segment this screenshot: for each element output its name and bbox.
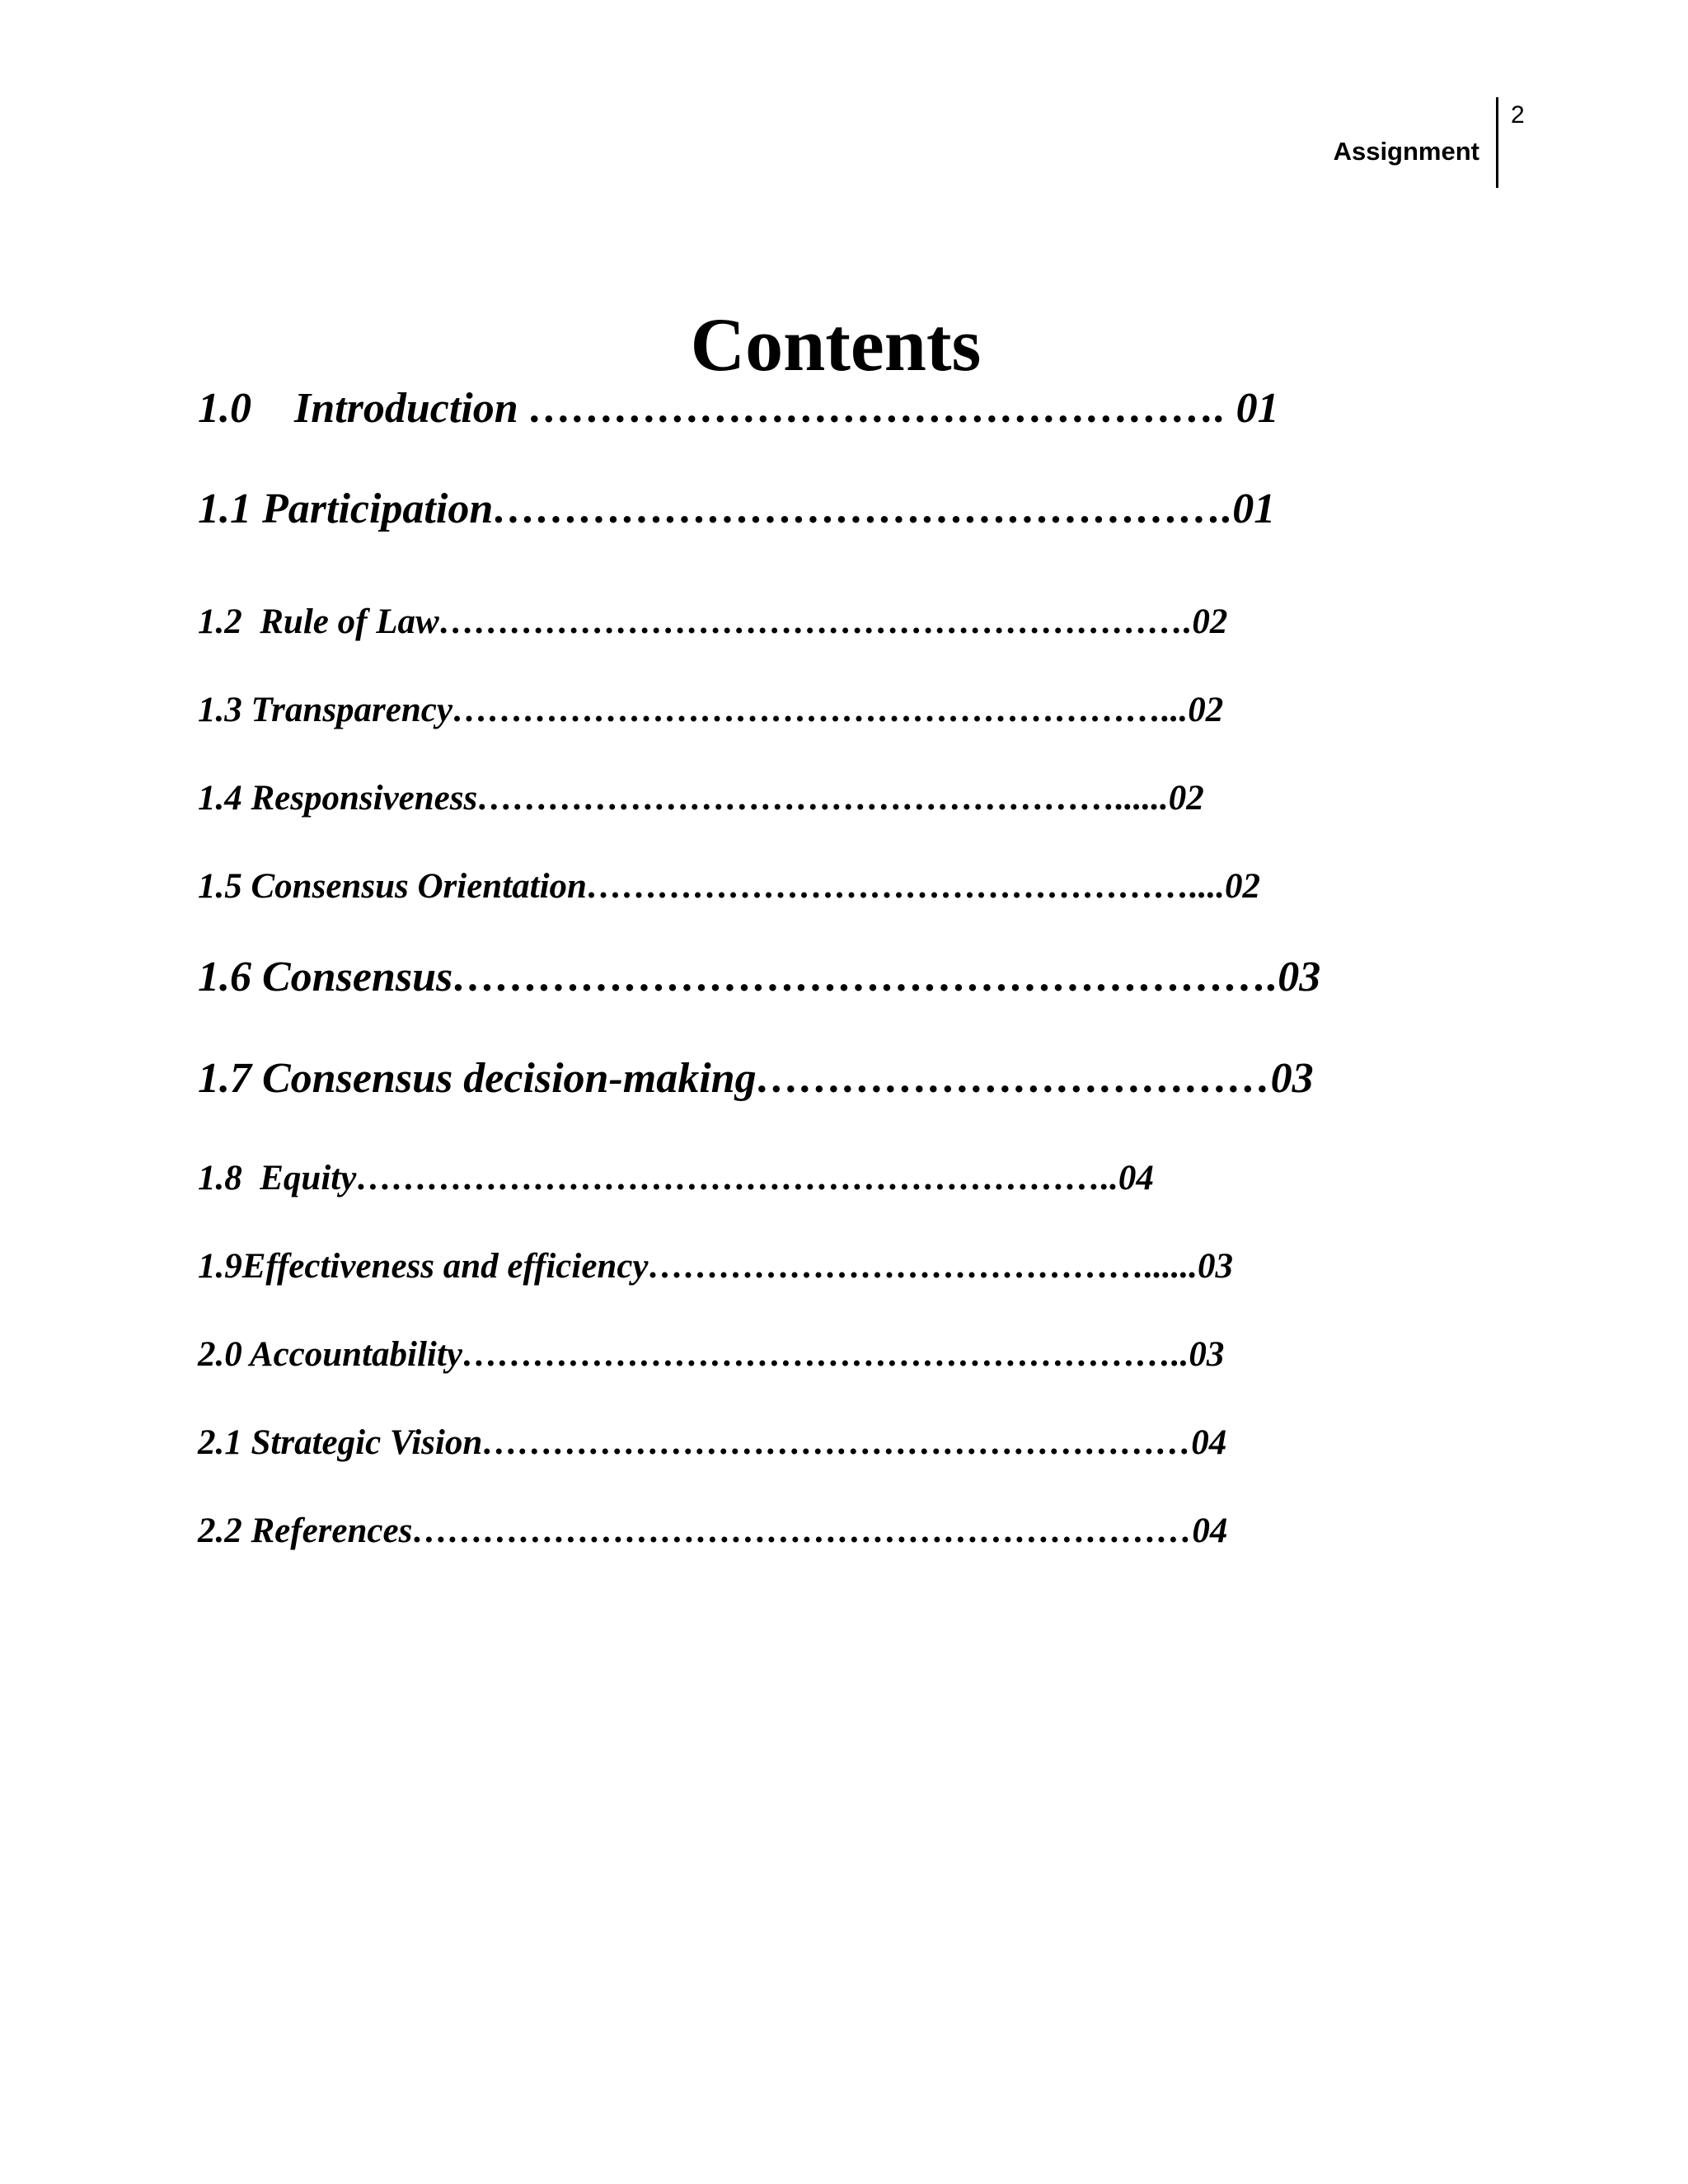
- toc-entry-consensus-orientation[interactable]: [198, 869, 1260, 904]
- toc-entry-accountability[interactable]: [198, 1337, 1224, 1372]
- toc-entry-responsiveness[interactable]: [198, 780, 1204, 816]
- toc-entry-page: 01: [1232, 485, 1276, 532]
- toc-entry-leader: ………………………………………….: [528, 385, 1226, 432]
- toc-entry-label: 1.5 Consensus Orientation: [198, 867, 587, 906]
- toc-entry-introduction[interactable]: [198, 387, 1279, 430]
- toc-entry-label: 2.2 References: [198, 1511, 413, 1550]
- toc-entry-consensus-decision-making[interactable]: [198, 1057, 1314, 1100]
- toc-entry-leader: ………………………………………………………..: [356, 1159, 1118, 1197]
- toc-entry-consensus[interactable]: [198, 956, 1320, 999]
- toc-entry-effectiveness-and-efficiency[interactable]: [198, 1249, 1233, 1284]
- toc-entry-page: 03: [1270, 1055, 1314, 1102]
- toc-entry-page: 03: [1278, 954, 1321, 1001]
- toc-entry-page: 02: [1224, 867, 1260, 906]
- toc-entry-references[interactable]: [198, 1513, 1227, 1549]
- page-number: 2: [1511, 101, 1525, 129]
- toc-entry-label: 1.8 Equity: [198, 1159, 357, 1197]
- toc-entry-label: 1.2 Rule of Law: [198, 602, 439, 641]
- toc-entry-leader: ……………………………………………………….: [438, 602, 1193, 641]
- toc-entry-leader: ……………………………………......: [648, 1247, 1198, 1286]
- toc-entry-leader: ………………………………………………….: [452, 954, 1278, 1001]
- toc-entry-leader: ………………………………………………......: [477, 779, 1169, 818]
- toc-entry-leader: ………………………………: [756, 1055, 1271, 1102]
- toc-entry-leader: ……………………………………………………...: [452, 691, 1189, 729]
- toc-entry-page: 04: [1118, 1159, 1154, 1197]
- toc-entry-label: 1.0 Introduction: [198, 385, 529, 432]
- toc-entry-page: 01: [1225, 385, 1279, 432]
- toc-entry-page: 03: [1189, 1335, 1225, 1374]
- toc-entry-equity[interactable]: [198, 1160, 1154, 1196]
- toc-entry-page: 02: [1188, 691, 1224, 729]
- toc-entry-page: 02: [1168, 779, 1204, 818]
- toc-entry-page: 02: [1192, 602, 1228, 641]
- toc-entry-participation[interactable]: [198, 485, 1276, 532]
- toc-entry-strategic-vision[interactable]: [198, 1425, 1226, 1460]
- page-header: [1333, 97, 1525, 188]
- toc-entry-leader: ……………………………………………....: [586, 867, 1225, 906]
- header-title: Assignment: [1333, 137, 1479, 166]
- toc-entry-label: 1.3 Transparency: [198, 691, 452, 729]
- toc-entry-page: 04: [1192, 1511, 1228, 1550]
- contents-title: Contents: [690, 302, 982, 387]
- toc-entry-page: 03: [1198, 1247, 1234, 1286]
- toc-entry-label: 1.9Effectiveness and efficiency: [198, 1247, 649, 1286]
- toc-entry-transparency[interactable]: [198, 692, 1223, 728]
- toc-entry-leader: …………………………………………………………: [412, 1511, 1193, 1550]
- toc-entry-label: 1.1 Participation: [198, 485, 494, 532]
- toc-entry-label: 1.4 Responsiveness: [198, 779, 478, 818]
- toc-entry-label: 1.6 Consensus: [198, 954, 453, 1001]
- toc-entry-leader: ……………………………………………………: [482, 1423, 1192, 1462]
- toc-entry-label: 2.0 Accountability: [198, 1335, 462, 1374]
- toc-entry-leader: …………………………………………….: [493, 485, 1233, 532]
- toc-entry-leader: ……………………………………………………..: [462, 1335, 1189, 1374]
- toc-entry-rule-of-law[interactable]: [198, 604, 1227, 640]
- toc-entry-page: 04: [1191, 1423, 1227, 1462]
- toc-entry-label: 2.1 Strategic Vision: [198, 1423, 483, 1462]
- toc-entry-label: 1.7 Consensus decision-making: [198, 1055, 757, 1102]
